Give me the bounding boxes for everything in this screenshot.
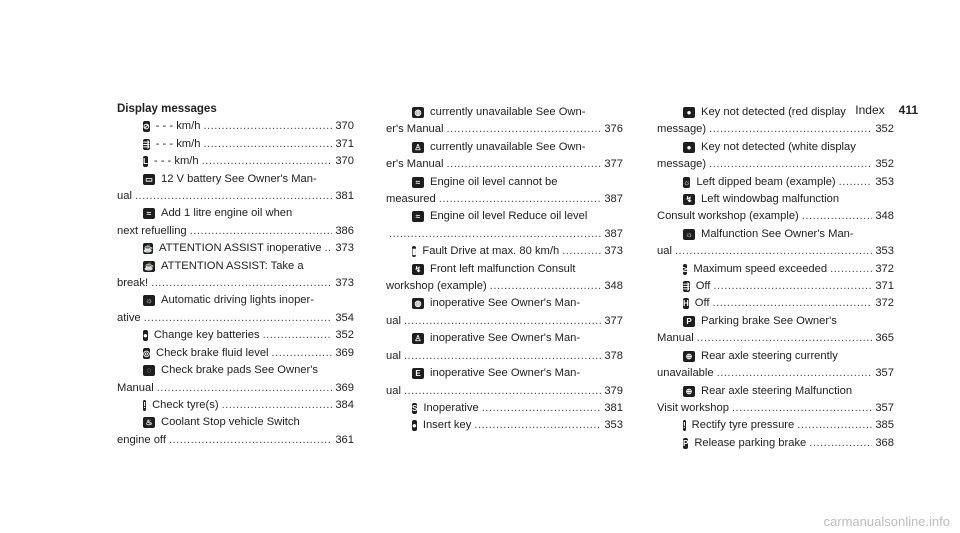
key-icon: ● [683,107,695,118]
section-title: Index [855,103,885,117]
leader-dots [151,275,332,292]
leader-dots [562,243,601,260]
page-reference[interactable]: 377 [604,158,623,171]
index-entry-line [117,188,354,205]
light-icon: ☼ [143,295,155,306]
index-entry [657,174,894,191]
leader-dots [830,261,872,278]
page-reference[interactable]: 370 [335,120,354,133]
entry-text: 12 V battery See Owner's Man- [161,172,317,185]
entry-text: Parking brake See Owner's [701,314,837,327]
entry-text: er's Manual [386,158,444,171]
light-icon: ☼ [683,177,691,187]
index-entry-line [117,171,354,188]
hold-icon: H [683,299,689,309]
index-entry-line [117,292,354,309]
entry-text: Inoperative [423,401,479,414]
entry-text: Maximum speed exceeded [693,262,828,275]
index-entry [657,295,894,312]
leader-dots [713,295,873,312]
index-entry [386,139,623,174]
index-heading: Display messages [117,103,217,115]
leader-dots [404,383,601,400]
index-entry [657,139,894,174]
key-icon: ● [143,331,148,341]
page-reference[interactable]: 348 [875,210,894,223]
leader-dots [717,365,873,382]
entry-text: Check tyre(s) [152,398,219,411]
index-entry [657,226,894,261]
coolant-icon: ♨ [143,417,155,428]
leader-dots [404,348,601,365]
index-entry-line [117,136,354,153]
index-column-1 [117,101,354,449]
entry-text: Insert key [422,419,472,432]
page-reference[interactable]: 377 [604,314,623,327]
leader-dots [135,188,332,205]
index-entry [657,348,894,383]
page-reference[interactable]: 353 [875,245,894,258]
entry-text: Check brake fluid level [155,346,269,359]
entry-text: Add 1 litre engine oil when [161,207,293,220]
entry-text: currently unavailable See Own- [430,140,586,153]
distance-assist-icon: ⇶ [683,282,690,292]
index-entry [657,191,894,226]
index-entry [657,278,894,295]
index-entry-line [386,226,623,243]
page-reference[interactable]: 369 [335,381,354,394]
index-entry-line [657,121,894,138]
leader-dots [203,136,332,153]
index-entry-line [657,243,894,260]
leader-dots [474,417,601,434]
index-entry-line [386,139,623,156]
index-entry-line [117,362,354,379]
index-entry-line [117,153,354,170]
page-reference[interactable]: 385 [875,419,894,432]
index-entry-line [386,278,623,295]
index-entry-line [657,261,894,278]
index-entry [117,240,354,257]
index-entry-line [117,397,354,414]
entry-text: engine off [117,433,166,446]
entry-text: Manual [657,332,694,345]
index-entry-line [386,417,623,434]
leader-dots [809,435,872,452]
index-entry-line [386,121,623,138]
entry-text: Left dipped beam (example) [696,175,836,188]
page-reference[interactable]: 357 [875,401,894,414]
index-entry-line [386,348,623,365]
page-reference[interactable]: 386 [335,224,354,237]
index-entry [117,345,354,362]
index-entry [657,383,894,418]
entry-text: ative [117,311,141,324]
index-entry-line [117,345,354,362]
leader-dots [675,243,872,260]
speed-limiter-icon: ⊘ [143,122,150,132]
entry-text: Off [695,280,711,293]
index-entry-line [657,226,894,243]
page-reference[interactable]: 384 [335,398,354,411]
ebd-icon: E [412,368,424,379]
entry-text: message) [657,123,707,136]
index-entry-line [657,348,894,365]
index-entry [386,174,623,209]
distance-assist-icon: ⇶ [143,139,150,149]
entry-text: Manual [117,381,154,394]
index-entry [657,104,894,139]
index-entry [117,171,354,206]
entry-text: - - - km/h [155,137,201,150]
page-reference[interactable]: 361 [335,433,354,446]
leader-dots [709,156,872,173]
index-entry-line [657,383,894,400]
leader-dots [272,345,333,362]
entry-text: ual [386,384,401,397]
entry-text: Malfunction See Owner's Man- [701,227,854,240]
index-entry-line [386,104,623,121]
index-entry [386,330,623,365]
index-entry-line [117,327,354,344]
index-entry-line [386,208,623,225]
index-entry [657,435,894,452]
index-entry [386,417,623,434]
entry-text: ATTENTION ASSIST: Take a [161,259,304,272]
page-reference[interactable]: 353 [604,419,623,432]
leader-dots [144,310,333,327]
leader-dots [797,417,872,434]
entry-text: Key not detected (red display [701,106,846,118]
entry-text: message) [657,158,707,171]
index-entry-line [386,243,623,260]
leader-dots [404,313,601,330]
leader-dots [697,330,873,347]
index-entry [386,295,623,330]
index-entry-line [657,417,894,434]
seat-icon: ♙ [412,333,424,344]
rear-axle-steering-icon: ⊕ [683,351,695,362]
entry-text: inoperative See Owner's Man- [430,297,581,310]
key-icon: ● [412,421,417,431]
index-column-3 [657,104,894,452]
index-entry-line [386,400,623,417]
entry-text: Release parking brake [694,436,807,449]
oil-can-icon: ≈ [412,211,424,222]
parking-brake-icon: P [683,438,689,448]
index-entry-line [657,365,894,382]
page-reference[interactable]: 373 [604,245,623,258]
rear-axle-steering-icon: ⊕ [683,386,695,397]
entry-text: Engine oil level Reduce oil level [430,210,588,223]
index-entry [386,261,623,296]
page-reference[interactable]: 369 [335,346,354,359]
entry-text: ual [117,190,132,203]
max-speed-icon: ≥ [683,264,688,274]
tyre-pressure-icon: ! [683,421,686,431]
index-entry [117,414,354,449]
leader-dots [732,400,872,417]
leader-dots [203,118,332,135]
entry-text: Left windowbag malfunction [701,193,840,206]
index-entry [117,136,354,153]
leader-dots [446,121,601,138]
page-reference[interactable]: 371 [875,280,894,293]
index-entry [657,417,894,434]
entry-text: Check brake pads See Owner's [161,364,318,377]
index-entry-line [386,313,623,330]
page-reference[interactable]: 354 [335,311,354,324]
leader-dots [157,380,333,397]
leader-dots [439,191,602,208]
index-entry-line [117,223,354,240]
cruise-control-icon: ◍ [412,107,424,118]
brake-fluid-icon: ◎ [143,348,150,358]
page-number: 411 [898,103,918,117]
entry-text: Key not detected (white display [701,140,856,153]
key-icon: ● [683,142,695,153]
index-entry-line [657,313,894,330]
index-entry-line [386,191,623,208]
leader-dots [446,156,601,173]
entry-text: ual [386,314,401,327]
leader-dots [839,174,873,191]
page-reference[interactable]: 348 [604,280,623,293]
light-fault-icon: ↯ [683,194,695,205]
entry-text: unavailable [657,367,714,380]
tyre-pressure-icon: ! [143,400,146,410]
page-reference[interactable]: 387 [604,227,623,240]
fault-icon: ▮ [412,247,417,257]
page-reference[interactable]: 352 [335,329,354,342]
page-reference[interactable]: 352 [875,123,894,136]
index-entry-line [117,380,354,397]
page-reference[interactable]: 352 [875,158,894,171]
index-entry-line [117,414,354,431]
page-reference[interactable]: 372 [875,262,894,275]
index-entry-line [657,278,894,295]
index-entry-line [117,432,354,449]
entry-text: Front left malfunction Consult [430,262,576,275]
page-reference[interactable]: 373 [335,277,354,290]
entry-text: Engine oil level cannot be [430,175,558,188]
index-column-2 [386,104,623,435]
page-reference[interactable]: 379 [604,384,623,397]
index-entry-line [386,156,623,173]
entry-text: Rear axle steering Malfunction [701,384,853,397]
index-entry-line [117,118,354,135]
index-entry [117,258,354,293]
brake-pads-icon: ◌ [143,365,155,376]
index-entry [117,327,354,344]
lim-icon: L [143,157,148,167]
leader-dots [482,400,602,417]
leader-dots [190,223,333,240]
index-entry-line [117,275,354,292]
page-reference[interactable]: 372 [875,297,894,310]
index-entry-line [657,139,894,156]
index-entry [117,397,354,414]
oil-can-icon: ≈ [412,177,424,188]
index-entry [117,292,354,327]
entry-text: Coolant Stop vehicle Switch [161,416,300,429]
entry-text: Consult workshop (example) [657,210,799,223]
page-reference[interactable]: 378 [604,349,623,362]
entry-text: measured [386,193,436,206]
page-reference[interactable]: 381 [604,401,623,414]
page-reference[interactable]: 376 [604,123,623,136]
index-entry [386,104,623,139]
index-entry-line [657,208,894,225]
leader-dots [324,240,332,257]
index-entry-line [657,295,894,312]
entry-text: next refuelling [117,224,187,237]
entry-text: ual [657,245,672,258]
attention-assist-icon: ☕ [144,261,154,271]
index-entry [657,313,894,348]
page-reference[interactable]: 357 [875,367,894,380]
leader-dots [202,153,333,170]
page-reference[interactable]: 381 [335,190,354,203]
index-entry-line [117,205,354,222]
entry-text: inoperative See Owner's Man- [430,367,581,380]
leader-dots [490,278,602,295]
entry-text: ual [386,349,401,362]
index-entry [117,153,354,170]
cruise-control-icon: ◍ [412,298,424,309]
entry-text: er's Manual [386,123,444,136]
index-entry-line [117,258,354,275]
index-entry [386,365,623,400]
leader-dots [169,432,332,449]
entry-text: Rectify tyre pressure [691,419,795,432]
index-entry-line [657,174,894,191]
leader-dots [802,208,873,225]
leader-dots [263,327,333,344]
index-entry [117,362,354,397]
index-entry-line [386,330,623,347]
index-entry-line [386,295,623,312]
seat-icon: ♙ [412,142,424,153]
leader-dots [709,121,872,138]
entry-text: Off [694,297,710,310]
index-entry-line [386,261,623,278]
index-entry-line [657,104,894,121]
oil-can-icon: ≈ [143,208,155,219]
index-entry [386,243,623,260]
index-entry-line [657,191,894,208]
entry-text: Rear axle steering currently [701,349,838,362]
leader-dots [713,278,872,295]
leader-dots [389,226,601,243]
page-reference[interactable]: 368 [875,436,894,449]
index-entry-line [657,330,894,347]
index-entry [386,400,623,417]
index-entry-line [657,156,894,173]
watermark: carmanualsonline.info [823,514,950,529]
light-icon: ☼ [683,229,695,240]
index-entry [657,261,894,278]
index-entry-line [117,310,354,327]
page-reference[interactable]: 353 [875,175,894,188]
index-entry-line [386,174,623,191]
page-reference[interactable]: 365 [875,332,894,345]
index-entry-line [117,240,354,257]
page-reference[interactable]: 370 [335,155,354,168]
leader-dots [222,397,333,414]
entry-text: Visit workshop [657,401,729,414]
entry-text: inoperative See Owner's Man- [430,332,581,345]
entry-text: - - - km/h [153,155,199,168]
entry-text: currently unavailable See Own- [430,106,586,118]
page-reference[interactable]: 387 [604,193,623,206]
index-entry-line [657,435,894,452]
entry-text: - - - km/h [155,120,201,133]
index-entry-line [657,400,894,417]
sos-icon: S [412,403,418,413]
parking-brake-icon: P [683,316,695,327]
index-entry [386,208,623,243]
index-entry-line [386,365,623,382]
index-entry [117,118,354,135]
battery-icon: ▭ [143,174,155,185]
index-entry [117,205,354,240]
attention-assist-icon: ☕ [143,244,153,254]
entry-text: Automatic driving lights inoper- [161,294,314,307]
entry-text: break! [117,277,149,290]
entry-text: Change key batteries [153,329,260,342]
entry-text: Fault Drive at max. 80 km/h [422,245,560,258]
page-reference[interactable]: 371 [335,137,354,150]
entry-text: workshop (example) [386,280,487,293]
light-fault-icon: ↯ [412,264,424,275]
page-reference[interactable]: 373 [335,242,354,255]
index-entry-line [386,383,623,400]
entry-text: ATTENTION ASSIST inoperative [158,242,322,255]
